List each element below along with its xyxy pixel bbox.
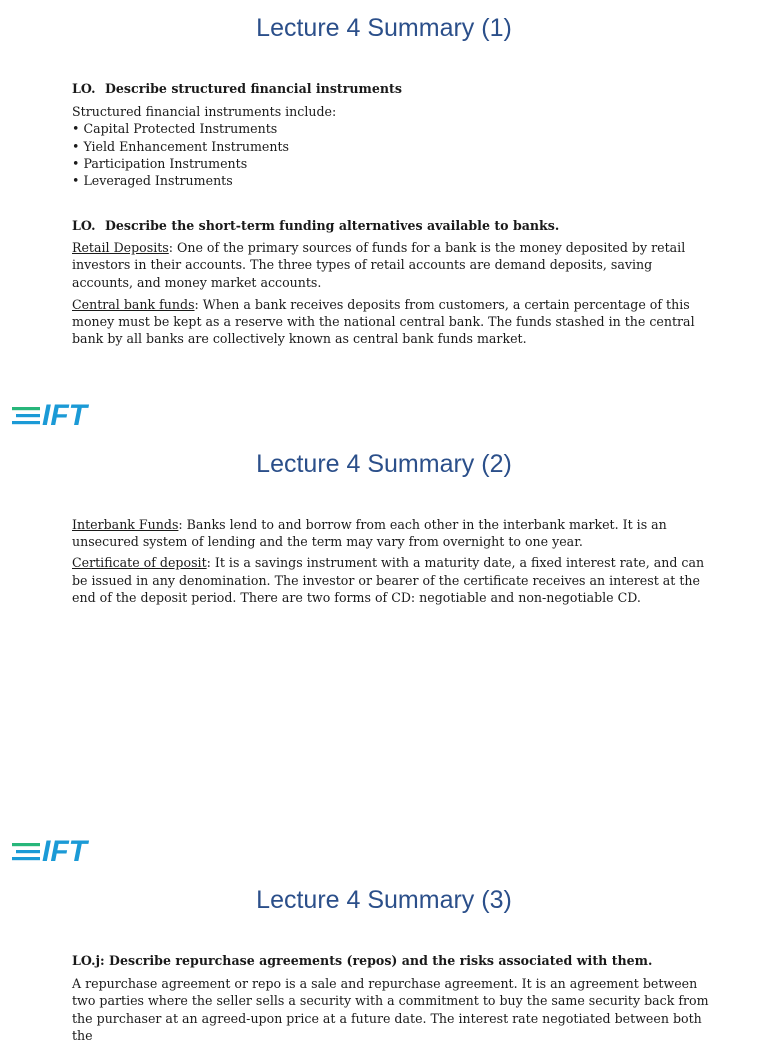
lo1-intro: Structured financial instruments include:: [72, 104, 337, 120]
slide2-title: Lecture 4 Summary (2): [256, 450, 512, 478]
slide3-body: [72, 952, 712, 1044]
slide2-body: [72, 516, 712, 606]
interbank-funds-text: : Banks lend to and borrow from each other in the interbank market. It is an unsecured system of lending and the term may vary from overnight to one year.: [72, 517, 667, 550]
lo1-heading-text: Describe structured financial instruments: [105, 81, 402, 96]
logo-stripe: [12, 421, 40, 424]
logo-stripe: [12, 407, 40, 410]
structured-instruments-list: [72, 120, 712, 189]
retail-deposits-paragraph: [72, 239, 712, 291]
lo2-heading-text: Describe the short-term funding alternatives available to banks.: [105, 218, 560, 233]
list-item: • Leveraged Instruments: [72, 172, 712, 189]
ift-logo: [12, 398, 116, 428]
central-bank-funds-paragraph: [72, 296, 712, 348]
lo2-heading: [72, 217, 712, 234]
ift-logo: [12, 834, 116, 864]
certificate-of-deposit-text: : It is a savings instrument with a maturity date, a fixed interest rate, and can be issued in any denomination. The investor or bearer of the certificate receives an interest at the end of the deposit period. There are two forms of CD: negotiable and non-negotiable CD.: [72, 555, 705, 605]
interbank-funds-term: Interbank Funds: [72, 517, 179, 532]
lo1-heading: [72, 80, 712, 97]
list-item: • Yield Enhancement Instruments: [72, 138, 712, 155]
logo-text: IFT: [42, 399, 87, 428]
central-bank-funds-text: : When a bank receives deposits from customers, a certain percentage of this money must be kept as a reserve with the national central bank. The funds stashed in the central bank by all banks are collectively known as central bank funds market.: [72, 296, 695, 347]
logo-stripe: [12, 843, 40, 846]
retail-deposits-term: Retail Deposits: [72, 240, 169, 256]
slide1-lo1: [72, 80, 712, 189]
slide3-title: Lecture 4 Summary (3): [256, 886, 512, 914]
certificate-of-deposit-term: Certificate of deposit: [72, 555, 207, 571]
lo1-tag: LO.: [72, 81, 96, 96]
slide1-title: Lecture 4 Summary (1): [256, 14, 512, 42]
slide1-lo2: [72, 217, 712, 347]
central-bank-funds-term: Central bank funds: [72, 296, 195, 312]
slide3-heading: LO.j: Describe repurchase agreements (repos) and the risks associated with them.: [72, 953, 653, 968]
lo2-tag: LO.: [72, 218, 96, 233]
logo-stripe: [16, 414, 40, 417]
logo-stripe: [12, 857, 40, 860]
list-item: • Participation Instruments: [72, 155, 712, 172]
logo-text: IFT: [42, 835, 87, 864]
logo-stripe: [16, 850, 40, 853]
list-item: • Capital Protected Instruments: [72, 120, 712, 137]
certificate-of-deposit-paragraph: [72, 554, 712, 606]
repo-paragraph: A repurchase agreement or repo is a sale and repurchase agreement. It is an agreement between two parties where the seller sells a security with a commitment to buy the same security back from the purchaser at an agreed-upon price at a future date. The interest rate negotiated between both the: [72, 976, 709, 1043]
retail-deposits-text: : One of the primary sources of funds for a bank is the money deposited by retail investors in their accounts. The three types of retail accounts are demand deposits, saving accounts, and money market accounts.: [72, 240, 686, 290]
interbank-funds-paragraph: [72, 516, 712, 550]
